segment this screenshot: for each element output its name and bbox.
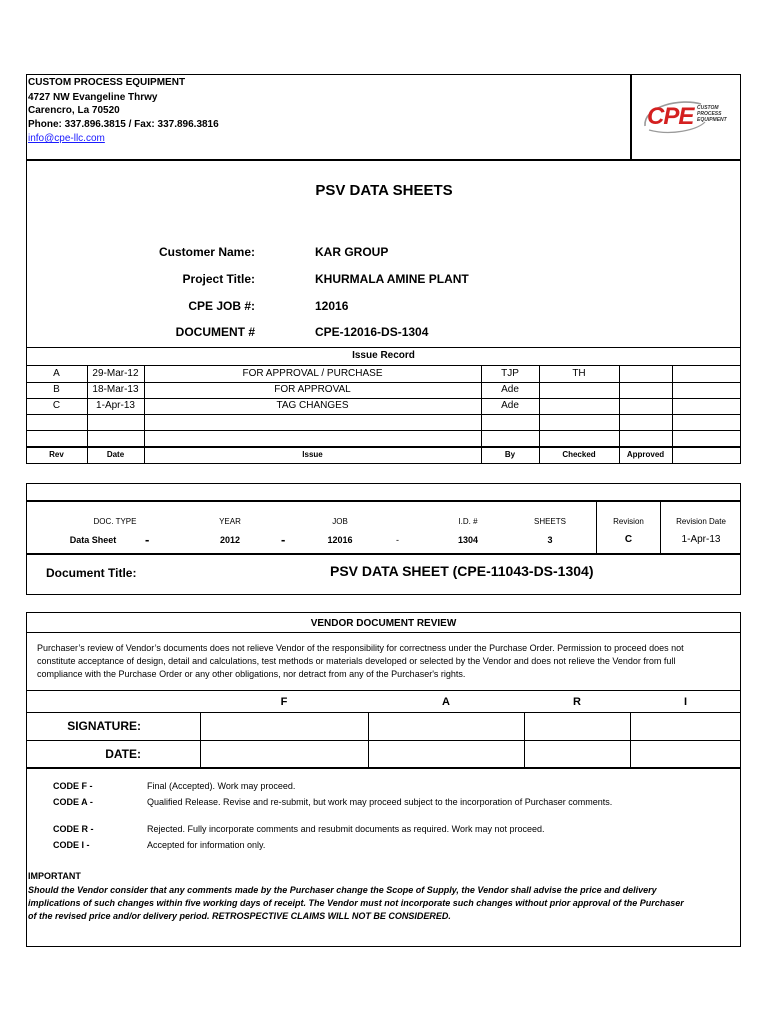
logo-tagline-2: PROCESS — [697, 111, 722, 117]
signature-field-f[interactable] — [201, 713, 368, 740]
date-field-a[interactable] — [369, 741, 524, 767]
issue-row-a-issue: FOR APPROVAL / PURCHASE — [242, 368, 383, 379]
company-phone-fax: Phone: 337.896.3815 / Fax: 337.896.3816 — [28, 119, 219, 130]
issue-row-a-by: TJP — [501, 368, 519, 379]
vendor-review-line — [26, 632, 741, 633]
date-field-i[interactable] — [631, 741, 740, 767]
important-text — [28, 884, 684, 923]
important-label: IMPORTANT — [28, 871, 81, 881]
dash-3: - — [396, 535, 399, 545]
code-a-description: Qualified Release. Revise and re-submit, but work may proceed subject to the incorporation of Purchaser comments. — [147, 797, 613, 807]
code-f-label: CODE F - — [53, 781, 93, 791]
document-info-box — [26, 160, 741, 464]
issue-row-c-rev: C — [52, 400, 61, 411]
logo-tagline-1: CUSTOM — [697, 105, 719, 111]
year-value: 2012 — [219, 535, 241, 545]
date-label: DATE: — [105, 747, 141, 761]
vendor-review-paragraph-line: compliance with the Purchase Order or any other obligations, nor detract from any of the Purchaser's rights. — [37, 669, 466, 679]
revision-date-header: Revision Date — [676, 517, 726, 526]
doc-id-line — [26, 500, 741, 502]
page-title: PSV DATA SHEETS — [315, 182, 453, 199]
issue-header-checked: Checked — [562, 450, 596, 459]
signature-field-a[interactable] — [369, 713, 524, 740]
vendor-review-heading: VENDOR DOCUMENT REVIEW — [310, 618, 457, 629]
issue-col-line — [672, 365, 673, 464]
issue-row-line — [26, 414, 741, 415]
company-address-line1: 4727 NW Evangeline Thrwy — [28, 92, 158, 103]
doc-type-value: Data Sheet — [69, 535, 117, 545]
issue-header-rev: Rev — [49, 450, 64, 459]
code-i-label: CODE I - — [53, 840, 90, 850]
code-i-description: Accepted for information only. — [147, 840, 266, 850]
document-number-label: DOCUMENT # — [175, 325, 255, 339]
sheets-header: SHEETS — [533, 517, 566, 526]
issue-row-b-rev: B — [53, 384, 60, 395]
code-a-label: CODE A - — [53, 797, 93, 807]
issue-row-a-date: 29-Mar-12 — [92, 368, 139, 379]
vendor-review-line — [26, 767, 741, 769]
issue-row-b-date: 18-Mar-13 — [92, 384, 139, 395]
revision-header: Revision — [613, 517, 644, 526]
document-number-value: CPE-12016-DS-1304 — [315, 325, 429, 339]
cpe-job-value: 12016 — [315, 299, 349, 313]
company-name: CUSTOM PROCESS EQUIPMENT — [28, 77, 186, 88]
issue-row-a-checked: TH — [572, 368, 586, 379]
vendor-review-paragraph-line: Purchaser’s review of Vendor’s documents does not relieve Vendor of the responsibility for correctness under the Purchase Order. Permission to proceed does not — [37, 643, 684, 653]
issue-row-c-by: Ade — [501, 400, 519, 411]
job-value: 12016 — [327, 535, 353, 545]
issue-header-line — [26, 446, 741, 448]
vendor-review-paragraph-line: constitute acceptance of design, detail and calculations, test methods or materials developed or selected by the Vendor and does not relieve the Vendor from full — [37, 656, 676, 666]
issue-record-top-border — [26, 347, 741, 348]
signature-field-i[interactable] — [631, 713, 740, 740]
vendor-review-paragraph — [37, 642, 684, 681]
logo-text: CPE — [647, 103, 694, 130]
code-col-i: I — [683, 696, 688, 708]
job-header: JOB — [332, 517, 348, 526]
company-address-line2: Carencro, La 70520 — [28, 105, 120, 116]
code-r-label: CODE R - — [53, 824, 94, 834]
issue-row-c-date: 1-Apr-13 — [96, 400, 135, 411]
date-field-r[interactable] — [525, 741, 630, 767]
issue-row-line — [26, 382, 741, 383]
year-header: YEAR — [219, 517, 241, 526]
doc-type-header: DOC. TYPE — [93, 517, 137, 526]
date-field-f[interactable] — [201, 741, 368, 767]
logo-tagline-3: EQUIPMENT — [697, 117, 727, 123]
code-r-description: Rejected. Fully incorporate comments and resubmit documents as required. Work may not proceed. — [147, 824, 545, 834]
issue-row-line — [26, 430, 741, 431]
issue-header-issue: Issue — [302, 450, 323, 459]
id-header: I.D. # — [458, 517, 478, 526]
issue-header-by: By — [504, 450, 516, 459]
dash-2: - — [281, 532, 286, 547]
doc-id-line — [26, 553, 741, 555]
issue-row-b-by: Ade — [501, 384, 519, 395]
document-title-label: Document Title: — [46, 566, 137, 580]
project-title-label: Project Title: — [182, 272, 255, 286]
doc-id-col-line — [596, 500, 597, 553]
logo-tagline — [697, 105, 727, 123]
issue-header-date: Date — [106, 450, 125, 459]
issue-record-heading: Issue Record — [352, 350, 415, 361]
issue-row-b-issue: FOR APPROVAL — [274, 384, 351, 395]
signature-field-r[interactable] — [525, 713, 630, 740]
document-title-value: PSV DATA SHEET (CPE-11043-DS-1304) — [330, 563, 594, 579]
customer-name-label: Customer Name: — [158, 245, 255, 259]
revision-value: C — [624, 534, 633, 545]
header-divider — [630, 74, 632, 160]
issue-row-line — [26, 398, 741, 399]
important-text-line: of the revised price and/or delivery period. RETROSPECTIVE CLAIMS WILL NOT BE CONSIDERED. — [28, 911, 451, 921]
customer-name-value: KAR GROUP — [315, 245, 389, 259]
code-f-description: Final (Accepted). Work may proceed. — [147, 781, 296, 791]
important-text-line: Should the Vendor consider that any comments made by the Purchaser change the Scope of Supply, the Vendor shall advise the price and delivery — [28, 885, 657, 895]
code-col-a: A — [442, 696, 450, 708]
dash-1: - — [145, 532, 150, 547]
doc-id-col-line — [660, 500, 661, 553]
important-text-line: implications of such changes within five working days of receipt. The Vendor must not incorporate such changes without prior approval of the Purchaser — [28, 898, 684, 908]
code-col-f: F — [280, 696, 288, 708]
sheets-value: 3 — [547, 535, 553, 545]
code-col-r: R — [573, 696, 581, 708]
company-email-link[interactable]: info@cpe-llc.com — [28, 133, 105, 144]
vendor-review-line — [26, 690, 741, 691]
cpe-job-label: CPE JOB #: — [188, 299, 255, 313]
signature-label: SIGNATURE: — [67, 719, 141, 733]
project-title-value: KHURMALA AMINE PLANT — [315, 272, 469, 286]
issue-header-approved: Approved — [626, 450, 665, 459]
id-value: 1304 — [457, 535, 479, 545]
revision-date-value: 1-Apr-13 — [681, 534, 721, 545]
issue-row-a-rev: A — [53, 368, 60, 379]
issue-row-c-issue: TAG CHANGES — [276, 400, 349, 411]
company-logo — [641, 96, 733, 138]
issue-record-divider — [26, 365, 741, 366]
